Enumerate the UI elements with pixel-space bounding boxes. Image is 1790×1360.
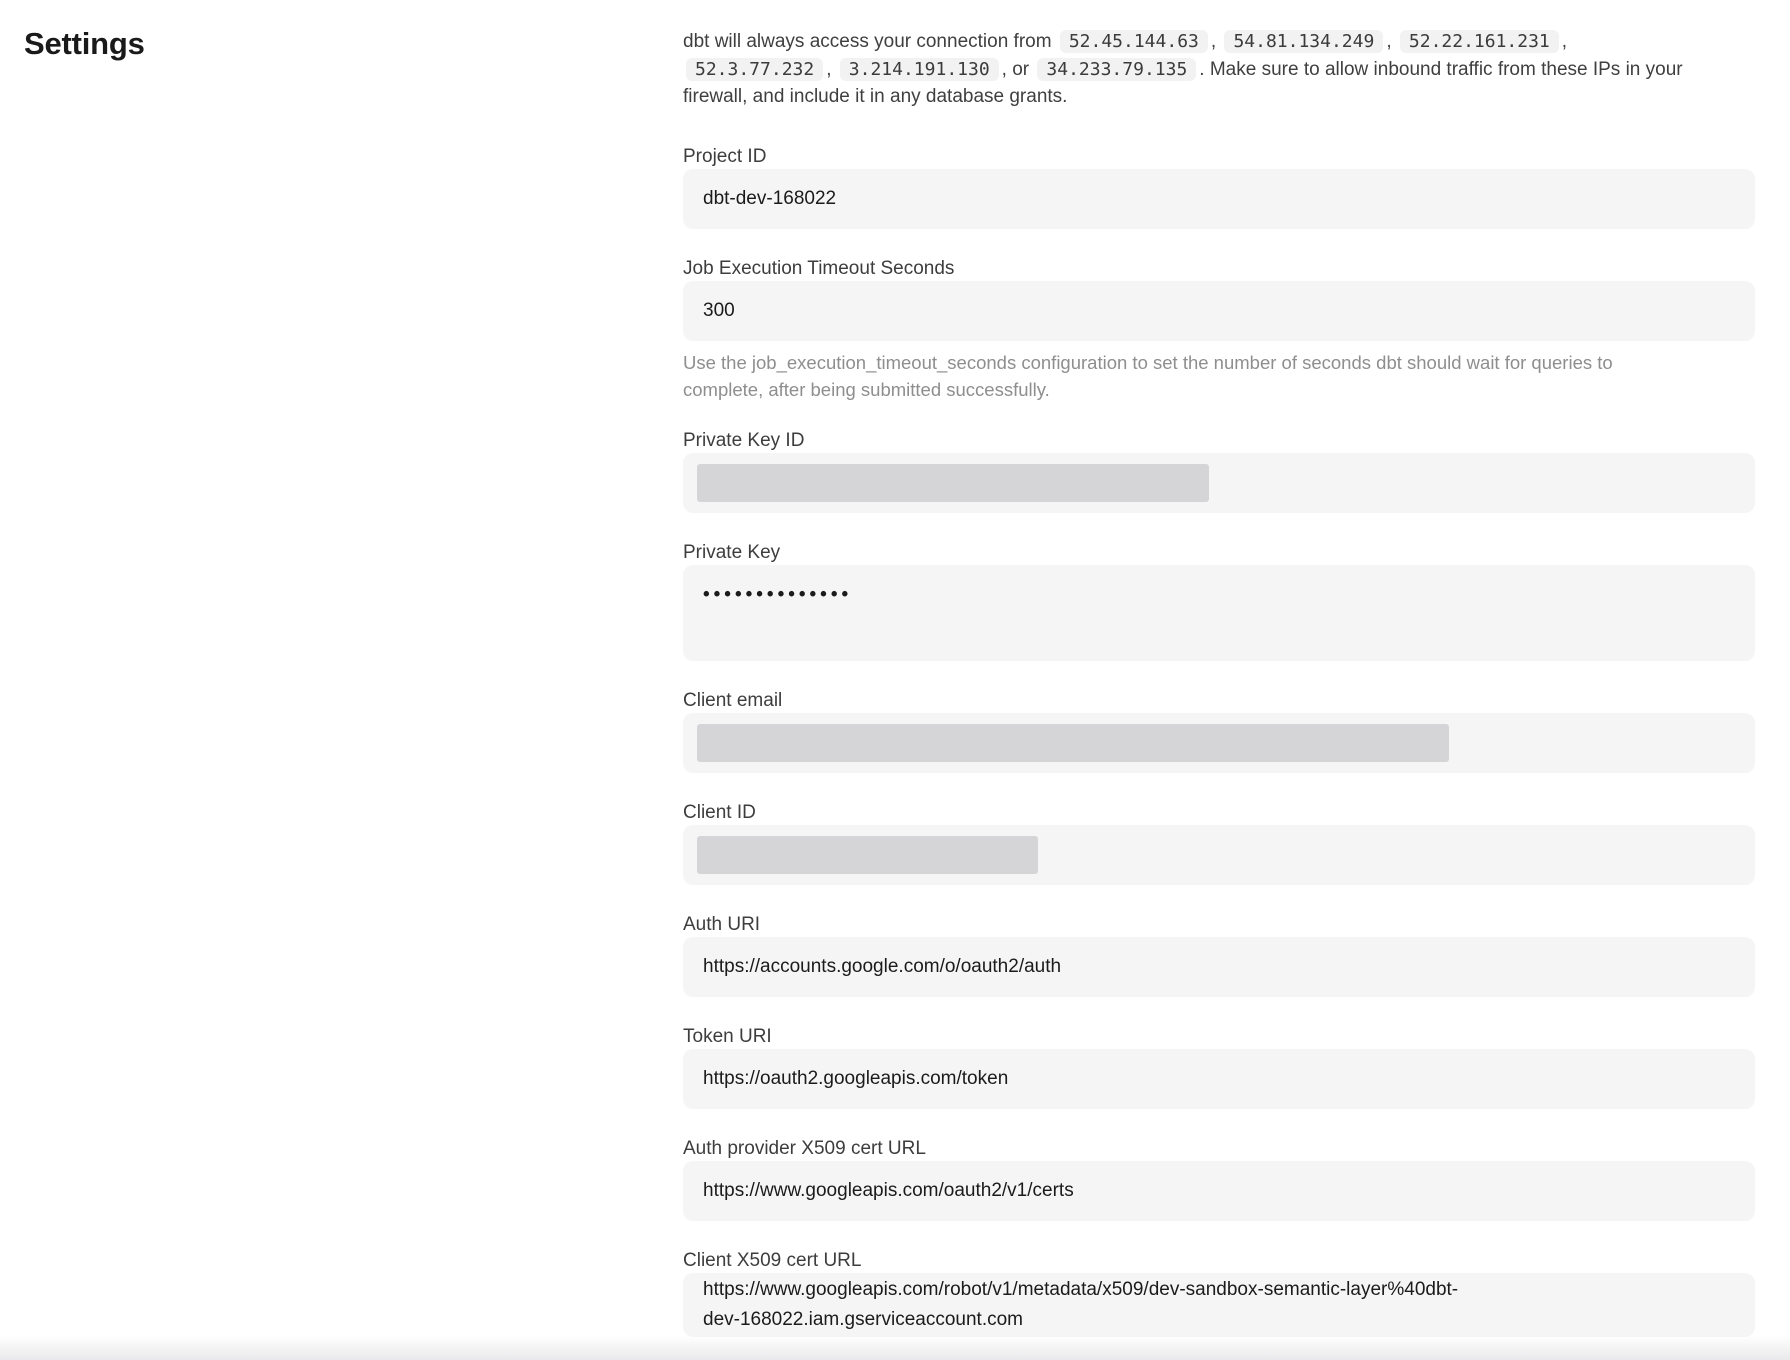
intro-suffix: . Make sure to allow inbound traffic from these IPs in your firewall, and include it in any database grants. — [683, 58, 1683, 107]
job-timeout-value: 300 — [703, 299, 735, 321]
client-cert-url-label: Client X509 cert URL — [683, 1249, 862, 1271]
client-cert-url-value: https://www.googleapis.com/robot/v1/metadata/x509/dev-sandbox-semantic-layer%40dbt-dev-168022.iam.gserviceaccount.com — [703, 1278, 1459, 1330]
field-group-client-email — [683, 689, 1755, 773]
ip-chip: 52.45.144.63 — [1060, 30, 1208, 53]
auth-provider-cert-url-input[interactable] — [683, 1161, 1755, 1221]
token-uri-input[interactable] — [683, 1049, 1755, 1109]
private-key-masked-value: •••••••••••••• — [703, 583, 853, 605]
private-key-id-input[interactable] — [683, 453, 1755, 513]
redacted-value-bar — [697, 836, 1038, 874]
separator: , — [1386, 31, 1392, 52]
private-key-input[interactable] — [683, 565, 1755, 661]
field-group-auth-provider-cert-url — [683, 1137, 1755, 1221]
ip-chip: 3.214.191.130 — [840, 58, 999, 81]
job-timeout-help-text: Use the job_execution_timeout_seconds configuration to set the number of seconds dbt should wait for queries to complete, after being submitted successfully. — [683, 351, 1613, 400]
intro-prefix: dbt will always access your connection from — [683, 31, 1052, 52]
auth-provider-cert-url-value: https://www.googleapis.com/oauth2/v1/certs — [703, 1179, 1074, 1201]
field-group-private-key — [683, 541, 1755, 661]
auth-uri-label: Auth URI — [683, 913, 761, 935]
project-id-label: Project ID — [683, 145, 767, 167]
client-email-input[interactable] — [683, 713, 1755, 773]
client-cert-url-input[interactable] — [683, 1273, 1755, 1337]
private-key-id-label: Private Key ID — [683, 429, 805, 451]
token-uri-label: Token URI — [683, 1025, 772, 1047]
field-group-token-uri — [683, 1025, 1755, 1109]
separator: , — [826, 58, 832, 80]
field-group-auth-uri — [683, 913, 1755, 997]
settings-form — [683, 28, 1755, 1337]
separator: , or — [1001, 58, 1030, 80]
job-timeout-label: Job Execution Timeout Seconds — [683, 257, 955, 279]
ip-chip: 52.22.161.231 — [1400, 30, 1559, 53]
client-id-input[interactable] — [683, 825, 1755, 885]
auth-provider-cert-url-label: Auth provider X509 cert URL — [683, 1137, 926, 1159]
client-email-label: Client email — [683, 689, 783, 711]
field-group-job-timeout — [683, 257, 1755, 404]
ip-allowlist-note — [683, 28, 1693, 111]
field-group-client-cert-url — [683, 1249, 1755, 1337]
client-id-label: Client ID — [683, 801, 756, 823]
ip-chip: 52.3.77.232 — [686, 58, 823, 81]
redacted-value-bar — [697, 724, 1449, 762]
ip-chip: 54.81.134.249 — [1224, 30, 1383, 53]
footer-shadow — [0, 1336, 1790, 1360]
separator: , — [1561, 31, 1568, 52]
field-group-project-id — [683, 145, 1755, 229]
project-id-input[interactable] — [683, 169, 1755, 229]
private-key-label: Private Key — [683, 541, 781, 563]
ip-chip: 34.233.79.135 — [1037, 58, 1196, 81]
field-group-private-key-id — [683, 429, 1755, 513]
page-title: Settings — [24, 26, 145, 61]
separator: , — [1210, 31, 1217, 52]
project-id-value: dbt-dev-168022 — [703, 187, 837, 209]
token-uri-value: https://oauth2.googleapis.com/token — [703, 1067, 1009, 1089]
auth-uri-value: https://accounts.google.com/o/oauth2/auth — [703, 955, 1062, 977]
auth-uri-input[interactable] — [683, 937, 1755, 997]
redacted-value-bar — [697, 464, 1209, 502]
job-timeout-input[interactable] — [683, 281, 1755, 341]
field-group-client-id — [683, 801, 1755, 885]
